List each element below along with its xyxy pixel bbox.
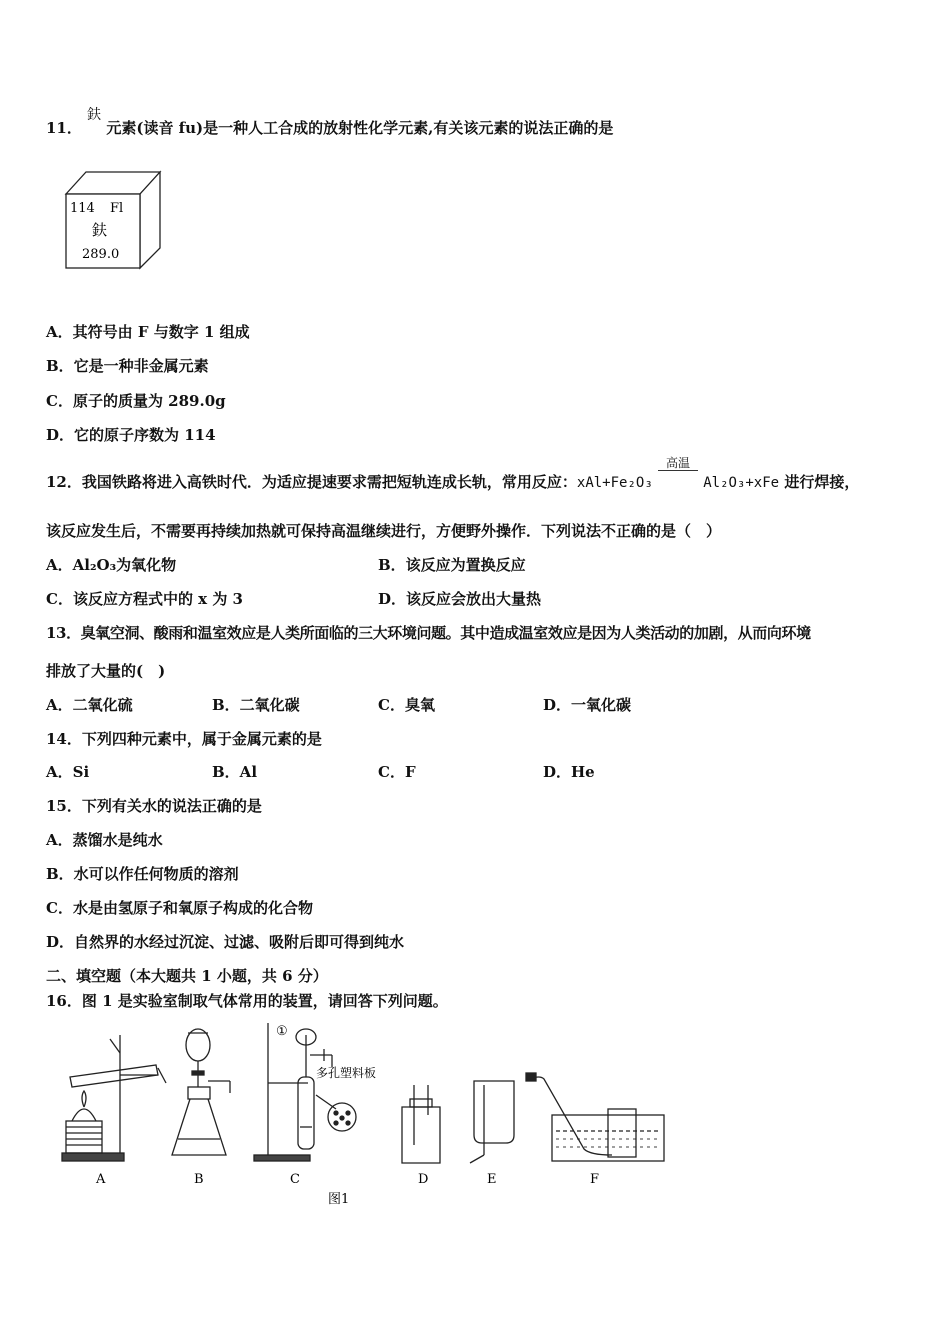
apparatus-b	[172, 1029, 230, 1155]
figure-label-a: A	[96, 1172, 106, 1187]
q14-option-d: D．He	[543, 763, 595, 781]
q12-condition: 高温	[665, 456, 690, 470]
card-symbol: Fl	[110, 201, 124, 216]
reaction-arrow-line	[658, 470, 698, 471]
q13-option-b: B．二氧化碳	[212, 696, 300, 714]
q13-option-d: D．一氧化碳	[543, 696, 632, 714]
q12-option-b: B．该反应为置换反应	[378, 556, 526, 574]
q12-line2: 该反应发生后，不需要再持续加热就可保持高温继续进行，方便野外操作．下列说法不正确的是（ ）	[46, 522, 722, 540]
q14-option-a: A．Si	[46, 763, 90, 781]
q11-option-d: D．它的原子序数为 114	[46, 426, 216, 444]
q12-stem-line	[46, 456, 860, 492]
figure-label-b: B	[194, 1172, 204, 1187]
q12-products: Al₂O₃+xFe	[703, 475, 780, 491]
annotation-plate: 多孔塑料板	[316, 1066, 377, 1080]
q11-element-char: 鈇	[87, 107, 102, 123]
q12-option-d: D．该反应会放出大量热	[378, 590, 542, 608]
q11-option-a: A．其符号由 F 与数字 1 组成	[46, 323, 250, 341]
q12-suffix: 进行焊接，	[784, 473, 860, 491]
q13-line2: 排放了大量的( )	[46, 662, 166, 680]
figure-label-e: E	[487, 1172, 497, 1187]
q12-condition-block	[658, 456, 698, 490]
q11-number: 11．	[46, 119, 82, 137]
q12-prefix: 12．我国铁路将进入高铁时代．为适应提速要求需把短轨连成长轨，常用反应：	[46, 473, 577, 491]
card-name: 鈇	[92, 221, 108, 239]
apparatus-f	[526, 1073, 664, 1161]
apparatus-e	[470, 1081, 514, 1163]
q12-option-a: A．Al₂O₃为氧化物	[46, 556, 177, 574]
q11-option-c: C．原子的质量为 289.0g	[46, 392, 226, 410]
apparatus-a	[62, 1035, 166, 1161]
apparatus-d	[402, 1085, 440, 1163]
figure-label-f: F	[590, 1172, 600, 1187]
apparatus-figure	[40, 1015, 680, 1215]
section-heading: 二、填空题（本大题共 1 小题，共 6 分）	[46, 967, 328, 985]
figure-caption: 图1	[328, 1192, 350, 1207]
q14-option-c: C．F	[378, 763, 416, 781]
q13-option-c: C．臭氧	[378, 696, 435, 714]
q11-stem: 元素(读音 fu)是一种人工合成的放射性化学元素,有关该元素的说法正确的是	[106, 119, 614, 137]
annotation-circle: ①	[276, 1024, 288, 1039]
figure-label-c: C	[290, 1172, 300, 1187]
q11-option-b: B．它是一种非金属元素	[46, 357, 209, 375]
q13-option-a: A．二氧化硫	[46, 696, 133, 714]
q14-stem: 14．下列四种元素中，属于金属元素的是	[46, 730, 322, 748]
q12-option-c: C．该反应方程式中的 x 为 3	[46, 590, 243, 608]
q11-stem-line	[46, 107, 614, 138]
card-atomic-number: 114	[70, 201, 95, 216]
card-mass: 289.0	[82, 247, 120, 262]
q12-reactants: xAl+Fe₂O₃	[576, 475, 653, 491]
q15-stem: 15．下列有关水的说法正确的是	[46, 797, 262, 815]
q15-option-b: B．水可以作任何物质的溶剂	[46, 865, 239, 883]
q13-line1: 13．臭氧空洞、酸雨和温室效应是人类所面临的三大环境问题。其中造成温室效应是因为人类活动的加剧，从而向环境	[46, 624, 811, 642]
q16-stem: 16．图 1 是实验室制取气体常用的装置，请回答下列问题。	[46, 992, 448, 1010]
element-card-figure	[60, 168, 170, 272]
q15-option-a: A．蒸馏水是纯水	[46, 831, 163, 849]
figure-label-d: D	[418, 1172, 429, 1187]
q14-option-b: B．Al	[212, 763, 258, 781]
q15-option-c: C．水是由氢原子和氧原子构成的化合物	[46, 899, 313, 917]
apparatus-c	[254, 1023, 356, 1161]
q15-option-d: D．自然界的水经过沉淀、过滤、吸附后即可得到纯水	[46, 933, 405, 951]
